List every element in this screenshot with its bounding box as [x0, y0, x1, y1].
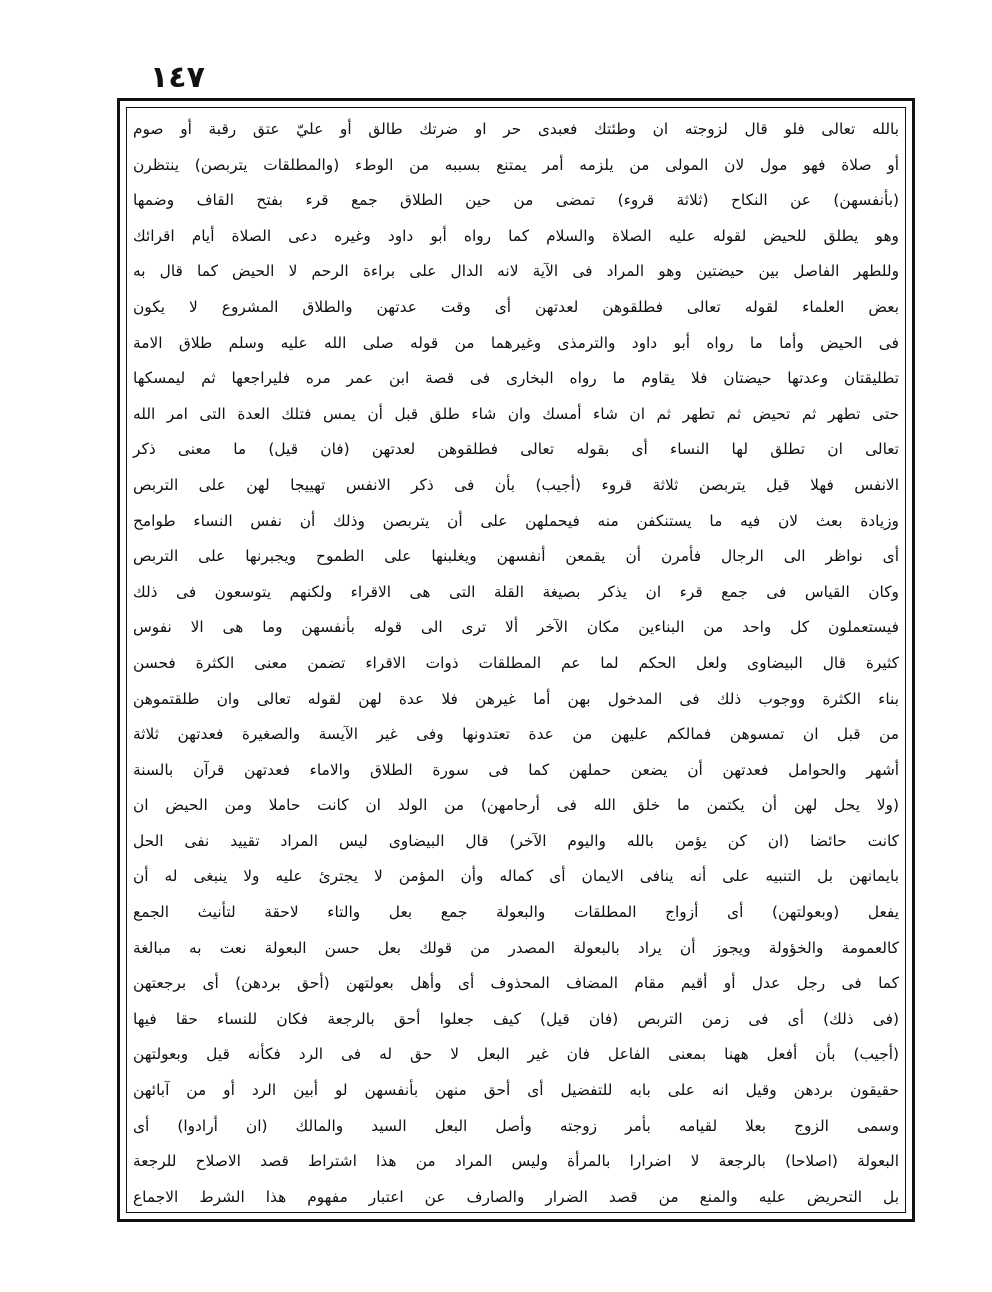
text-line: الانفس فهلا قيل يتربصن ثلاثة قروء (أجيب) بأن فى ذكر الانفس تهييجا لهن على التربص — [133, 475, 899, 494]
text-line: أى نواظر الى الرجال فأمرن أن يقمعن أنفسهن ويغلبنها على الطموح ويجبرنها على التربص — [133, 547, 899, 566]
text-line: (فى ذلك) أى فى زمن التربص (فان قيل) كيف جعلوا أحق بالرجعة فكان للنساء حقا فيها — [133, 1009, 899, 1028]
text-line: بناء الكثرة ووجوب ذلك فى المدخول بهن أما غيرهن فلا عدة لهن لقوله تعالى وان طلقتموهن — [133, 689, 899, 708]
inner-border — [126, 107, 906, 1213]
body-text — [127, 112, 905, 1215]
page-number: ١٤٧ — [150, 60, 205, 95]
text-line: وهو يطلق للحيض لقوله عليه الصلاة والسلام كما رواه أبو داود وغيره دعى الصلاة أيام اقرائك — [133, 226, 899, 245]
text-line: كثيرة قال البيضاوى ولعل الحكم لما عم المطلقات ذوات الاقراء تضمن معنى الكثرة فحسن — [133, 653, 899, 672]
text-line: (ولا يحل لهن أن يكتمن ما خلق الله فى أرحامهن) من الولد ان كانت حاملا ومن الحيض ان — [133, 796, 899, 815]
text-line: (أجيب) بأن أفعل ههنا بمعنى الفاعل فان غير البعل لا حق له فى الرد فكأنه قيل وبعولتهن — [133, 1045, 899, 1064]
text-line: كانت حائضا (ان كن يؤمن بالله واليوم الآخر) قال البيضاوى ليس المراد تقييد نفى الحل — [133, 831, 899, 850]
text-line: وسمى الزوج بعلا لقيامه بأمر زوجته وأصل البعل السيد والمالك (ان أرادوا) أى — [133, 1116, 899, 1135]
text-line: تطليقتان وعدتها حيضتان فلا يقاوم ما رواه البخارى فى قصة ابن عمر مره فليراجعها ثم ليمسكها — [133, 369, 899, 388]
text-line: بالله تعالى فلو قال لزوجته ان وطئتك فعبدى حر او ضرتك طالق أو عليّ عتق رقبة أو صوم — [133, 120, 899, 138]
text-line: حقيقون بردهن وقيل انه على بابه للتفضيل أى أحق منهن بأنفسهن لو أبين الرد أو من آبائهن — [133, 1081, 899, 1100]
text-line: بايمانهن بل التنبيه على أنه ينافى الايمان أى كماله وأن المؤمن لا يجترئ عليه ولا ينبغى له أن — [133, 867, 899, 886]
text-line: كالعمومة والخؤولة ويجوز أن يراد بالبعولة المصدر من قولك بعل حسن البعولة نعت به مبالغة — [133, 938, 899, 957]
text-line: وللطهر الفاصل بين حيضتين وهو المراد فى الآية لانه الدال على براءة الرحم لا الحيض كما قال به — [133, 262, 899, 281]
text-line: كما فى رجل عدل أو أقيم مقام المضاف المحذوف أى وأهل بعولتهن (أحق بردهن) أى برجعتهن — [133, 974, 899, 993]
text-line: بعض العلماء لقوله تعالى فطلقوهن لعدتهن أى وقت عدتهن والطلاق المشروع لا يكون — [133, 297, 899, 316]
text-line: تعالى ان تطلق لها النساء أى بقوله تعالى فطلقوهن لعدتهن (فان قيل) ما معنى ذكر — [133, 440, 899, 459]
text-line: وزيادة بعث لان فيه ما يستنكفن منه فيحملهن على أن يتربصن وذلك أن نفس النساء طوامح — [133, 511, 899, 530]
text-line: فى الحيض وأما ما رواه أبو داود والترمذى وغيرهما من قوله صلى الله عليه وسلم طلاق الامة — [133, 333, 899, 352]
text-line: بل التحريض عليه والمنع من قصد الضرار والصارف عن اعتبار مفهوم هذا الشرط الاجماع — [133, 1187, 899, 1206]
text-line: فيستعملون كل واحد من البناءين مكان الآخر ألا ترى الى قوله بأنفسهن وما هى الا نفوس — [133, 618, 899, 637]
text-line: حتى تطهر ثم تحيض ثم تطهر ثم ان شاء أمسك وان شاء طلق قبل أن يمس فتلك العدة التى امر الله — [133, 404, 899, 423]
text-line: أو صلاة فهو مول لان المولى من يلزمه أمر يمتنع بسببه من الوطء (والمطلقات يتربصن) ينتظرن — [133, 155, 899, 174]
text-line: من قبل ان تمسوهن فمالكم عليهن من عدة تعتدونها وفى غير الآيسة والصغيرة فعدتهن ثلاثة — [133, 725, 899, 744]
text-line: البعولة (اصلاحا) بالرجعة لا اضرارا بالمرأة وليس المراد من هذا اشتراط قصد الاصلاح للرجعة — [133, 1152, 899, 1171]
page-border-frame — [117, 98, 915, 1222]
text-line: (بأنفسهن) عن النكاح (ثلاثة قروء) تمضى من حين الطلاق جمع قرء بفتح القاف وضمها — [133, 191, 899, 210]
text-line: يفعل (وبعولتهن) أى أزواج المطلقات والبعولة جمع بعل والتاء لاحقة لتأنيث الجمع — [133, 903, 899, 922]
text-line: وكان القياس فى جمع قرء ان يذكر بصيغة القلة التى هى الاقراء ولكنهم يتوسعون فى ذلك — [133, 582, 899, 601]
text-line: أشهر والحوامل فعدتهن أن يضعن حملهن كما فى سورة الطلاق والاماء فعدتهن قرآن بالسنة — [133, 760, 899, 779]
